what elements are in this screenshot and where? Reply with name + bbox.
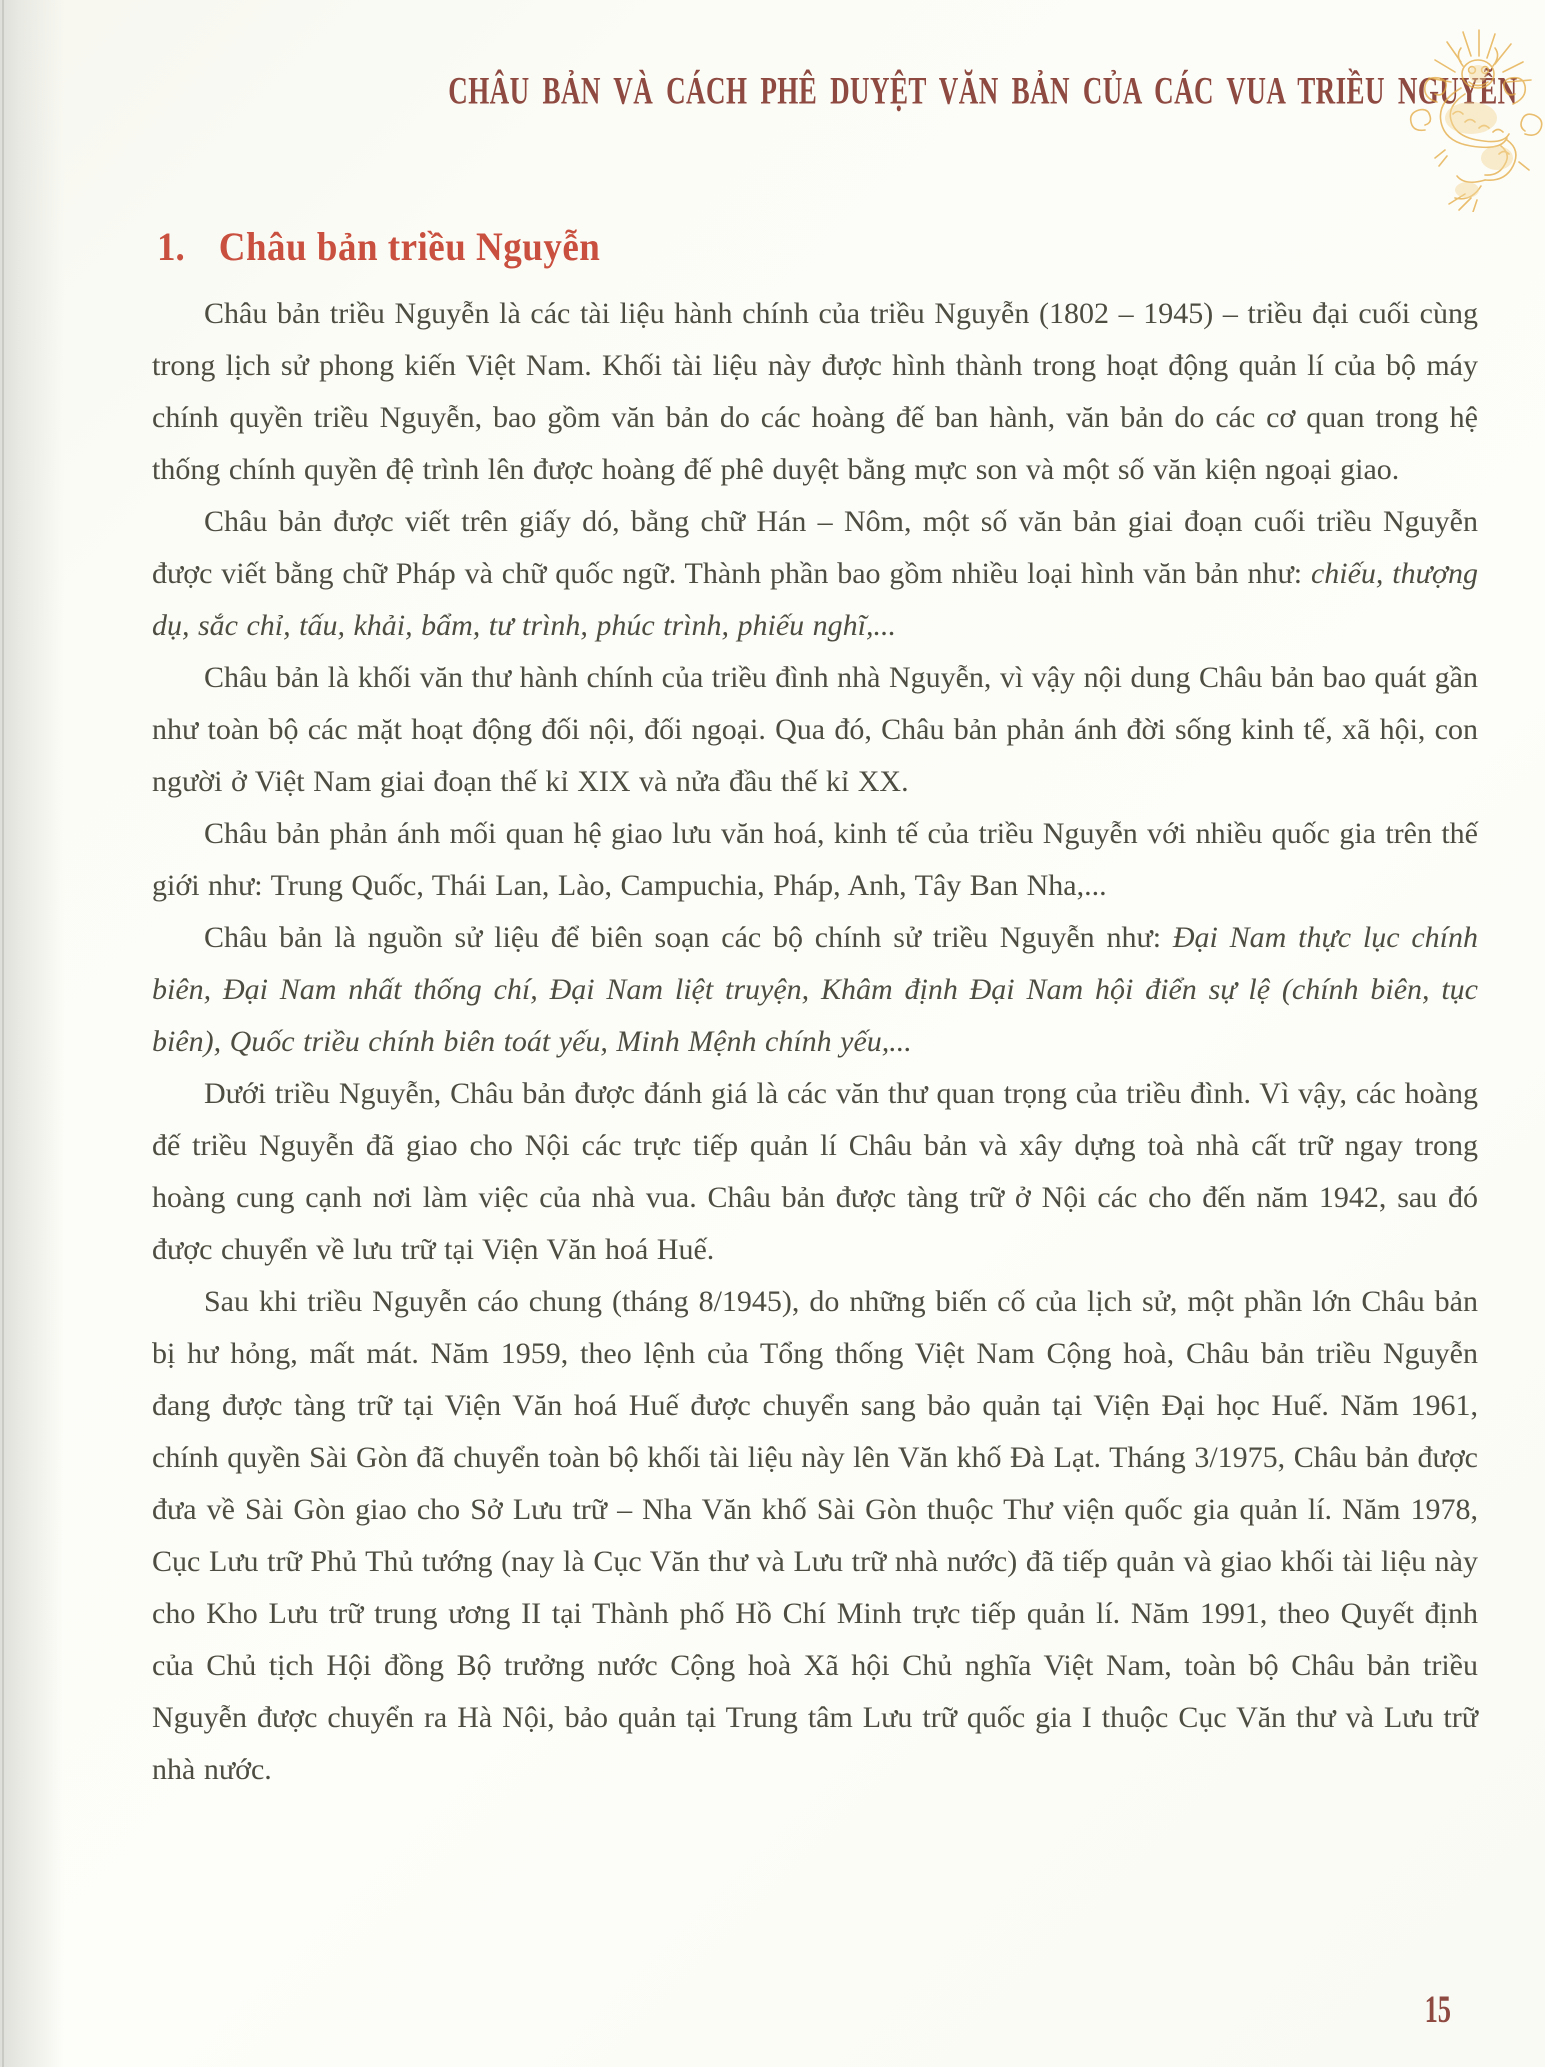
body-text bbox=[152, 288, 1478, 1796]
text-run: Sau khi triều Nguyễn cáo chung (tháng 8/1945), do những biến cố của lịch sử, một phần lớn Châu bản bị hư hỏng, mất mát. Năm 1959, theo lệnh của Tổng thống Việt Nam Cộng hoà, Châu bản triều Nguyễn đang được tàng trữ tại Viện Văn hoá Huế được chuyển sang bảo quản tại Viện Đại học Huế. Năm 1961, chính quyền Sài Gòn đã chuyển toàn bộ khối tài liệu này lên Văn khố Đà Lạt. Tháng 3/1975, Châu bản được đưa về Sài Gòn giao cho Sở Lưu trữ – Nha Văn khố Sài Gòn thuộc Thư viện quốc gia quản lí. Năm 1978, Cục Lưu trữ Phủ Thủ tướng (nay là Cục Văn thư và Lưu trữ nhà nước) đã tiếp quản và giao khối tài liệu này cho Kho Lưu trữ trung ương II tại Thành phố Hồ Chí Minh trực tiếp quản lí. Năm 1991, theo Quyết định của Chủ tịch Hội đồng Bộ trưởng nước Cộng hoà Xã hội Chủ nghĩa Việt Nam, toàn bộ Châu bản triều Nguyễn được chuyển ra Hà Nội, bảo quản tại Trung tâm Lưu trữ quốc gia I thuộc Cục Văn thư và Lưu trữ nhà nước. bbox=[152, 1285, 1478, 1786]
italic-run: chiếu, thượng dụ, sắc chỉ, tấu, khải, bẩm, tư trình, phúc trình, phiếu nghĩ,... bbox=[152, 557, 1478, 642]
section-title: Châu bản triều Nguyễn bbox=[218, 225, 601, 270]
paragraph bbox=[152, 1068, 1478, 1276]
paragraph bbox=[152, 1276, 1478, 1796]
paragraph bbox=[152, 652, 1478, 808]
text-run: Châu bản phản ánh mối quan hệ giao lưu văn hoá, kinh tế của triều Nguyễn với nhiều quốc gia trên thế giới như: Trung Quốc, Thái Lan, Lào, Campuchia, Pháp, Anh, Tây Ban Nha,... bbox=[152, 817, 1478, 902]
section-number: 1. bbox=[157, 225, 185, 270]
italic-run: Đại Nam thực lục chính biên, Đại Nam nhất thống chí, Đại Nam liệt truyện, Khâm định Đại Nam hội điển sự lệ (chính biên, tục biên), Quốc triều chính biên toát yếu, Minh Mệnh chính yếu,... bbox=[152, 921, 1478, 1058]
text-run: Châu bản là khối văn thư hành chính của triều đình nhà Nguyễn, vì vậy nội dung Châu bản bao quát gần như toàn bộ các mặt hoạt động đối nội, đối ngoại. Qua đó, Châu bản phản ánh đời sống kinh tế, xã hội, con người ở Việt Nam giai đoạn thế kỉ XIX và nửa đầu thế kỉ XX. bbox=[152, 661, 1478, 798]
text-run: Châu bản được viết trên giấy dó, bằng chữ Hán – Nôm, một số văn bản giai đoạn cuối triều Nguyễn được viết bằng chữ Pháp và chữ quốc ngữ. Thành phần bao gồm nhiều loại hình văn bản như: bbox=[152, 505, 1478, 590]
paragraph bbox=[152, 496, 1478, 652]
text-run: Châu bản triều Nguyễn là các tài liệu hành chính của triều Nguyễn (1802 – 1945) – triều đại cuối cùng trong lịch sử phong kiến Việt Nam. Khối tài liệu này được hình thành trong hoạt động quản lí của bộ máy chính quyền triều Nguyễn, bao gồm văn bản do các hoàng đế ban hành, văn bản do các cơ quan trong hệ thống chính quyền đệ trình lên được hoàng đế phê duyệt bằng mực son và một số văn kiện ngoại giao. bbox=[152, 297, 1478, 486]
running-head: CHÂU BẢN VÀ CÁCH PHÊ DUYỆT VĂN BẢN CỦA CÁC VUA TRIỀU NGUYỄN bbox=[448, 70, 1518, 114]
text-run: Châu bản là nguồn sử liệu để biên soạn các bộ chính sử triều Nguyễn như: bbox=[204, 921, 1173, 954]
text-run: Dưới triều Nguyễn, Châu bản được đánh giá là các văn thư quan trọng của triều đình. Vì vậy, các hoàng đế triều Nguyễn đã giao cho Nội các trực tiếp quản lí Châu bản và xây dựng toà nhà cất trữ ngay trong hoàng cung cạnh nơi làm việc của nhà vua. Châu bản được tàng trữ ở Nội các cho đến năm 1942, sau đó được chuyển về lưu trữ tại Viện Văn hoá Huế. bbox=[152, 1077, 1478, 1266]
page-binding-shadow bbox=[0, 0, 64, 2067]
paragraph bbox=[152, 808, 1478, 912]
golden-dragon-icon bbox=[1401, 22, 1545, 212]
page-edge-line bbox=[2, 0, 4, 2067]
page-number: 15 bbox=[1424, 1988, 1451, 2032]
paragraph bbox=[152, 912, 1478, 1068]
section-heading bbox=[157, 226, 1475, 269]
paragraph bbox=[152, 288, 1478, 496]
